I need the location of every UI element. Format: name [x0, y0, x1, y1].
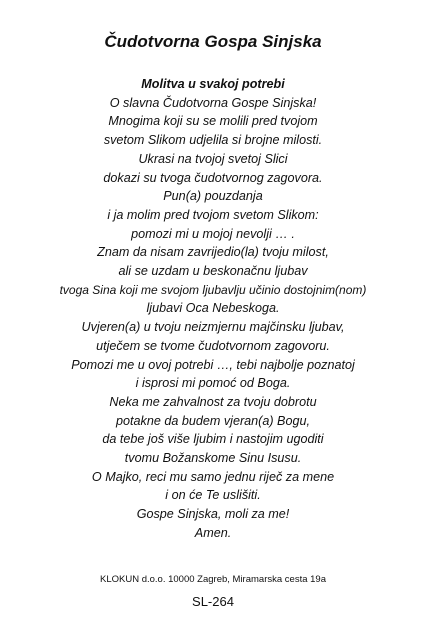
prayer-line: O slavna Čudotvorna Gospe Sinjska!: [109, 95, 317, 110]
prayer-line: svetom Slikom udjelila si brojne milosti.: [103, 133, 323, 148]
prayer-line: Pomozi me u ovoj potrebi …, tebi najbolje poznatoj: [71, 357, 355, 372]
prayer-line: Pun(a) pouzdanja: [163, 189, 263, 204]
prayer-line: i on će Te uslišiti.: [165, 488, 261, 503]
prayer-line: utječem se tvome čudotvornom zagovoru.: [96, 338, 330, 353]
prayer-text: [0, 75, 426, 543]
prayer-line: Amen.: [194, 525, 232, 540]
prayer-heading: Molitva u svakoj potrebi: [141, 77, 285, 91]
prayer-line: tvoga Sina koji me svojom ljubavlju učinio dostojnim(nom): [59, 282, 367, 297]
prayer-line: potakne da budem vjeran(a) Bogu,: [116, 413, 310, 428]
prayer-line: Gospe Sinjska, moli za me!: [136, 507, 290, 522]
prayer-line: Uvjeren(a) u tvoju neizmjernu majčinsku ljubav,: [81, 320, 345, 335]
prayer-line: tvomu Božanskome Sinu Isusu.: [124, 451, 302, 466]
prayer-line: ali se uzdam u beskonačnu ljubav: [118, 264, 308, 279]
publisher-info: KLOKUN d.o.o. 10000 Zagreb, Miramarska cesta 19a: [99, 574, 326, 585]
prayer-line: Neka me zahvalnost za tvoju dobrotu: [109, 394, 317, 409]
prayer-line: ljubavi Oca Nebeskoga.: [146, 301, 280, 316]
prayer-line: Znam da nisam zavrijedio(la) tvoju milost,: [97, 245, 329, 260]
prayer-line: i ja molim pred tvojom svetom Slikom:: [107, 207, 319, 222]
product-code: SL-264: [192, 594, 234, 609]
prayer-line: dokazi su tvoga čudotvornog zagovora.: [103, 170, 323, 185]
prayer-line: Mnogima koji su se molili pred tvojom: [108, 114, 318, 129]
prayer-line: pomozi mi u mojoj nevolji … .: [131, 226, 295, 241]
prayer-line: Ukrasi na tvojoj svetoj Slici: [138, 151, 288, 166]
prayer-line: i isprosi mi pomoć od Boga.: [135, 376, 291, 391]
prayer-line: O Majko, reci mu samo jednu riječ za mene: [91, 469, 335, 484]
card-title: Čudotvorna Gospa Sinjska: [104, 32, 322, 51]
prayer-line: da tebe još više ljubim i nastojim ugoditi: [102, 432, 324, 447]
